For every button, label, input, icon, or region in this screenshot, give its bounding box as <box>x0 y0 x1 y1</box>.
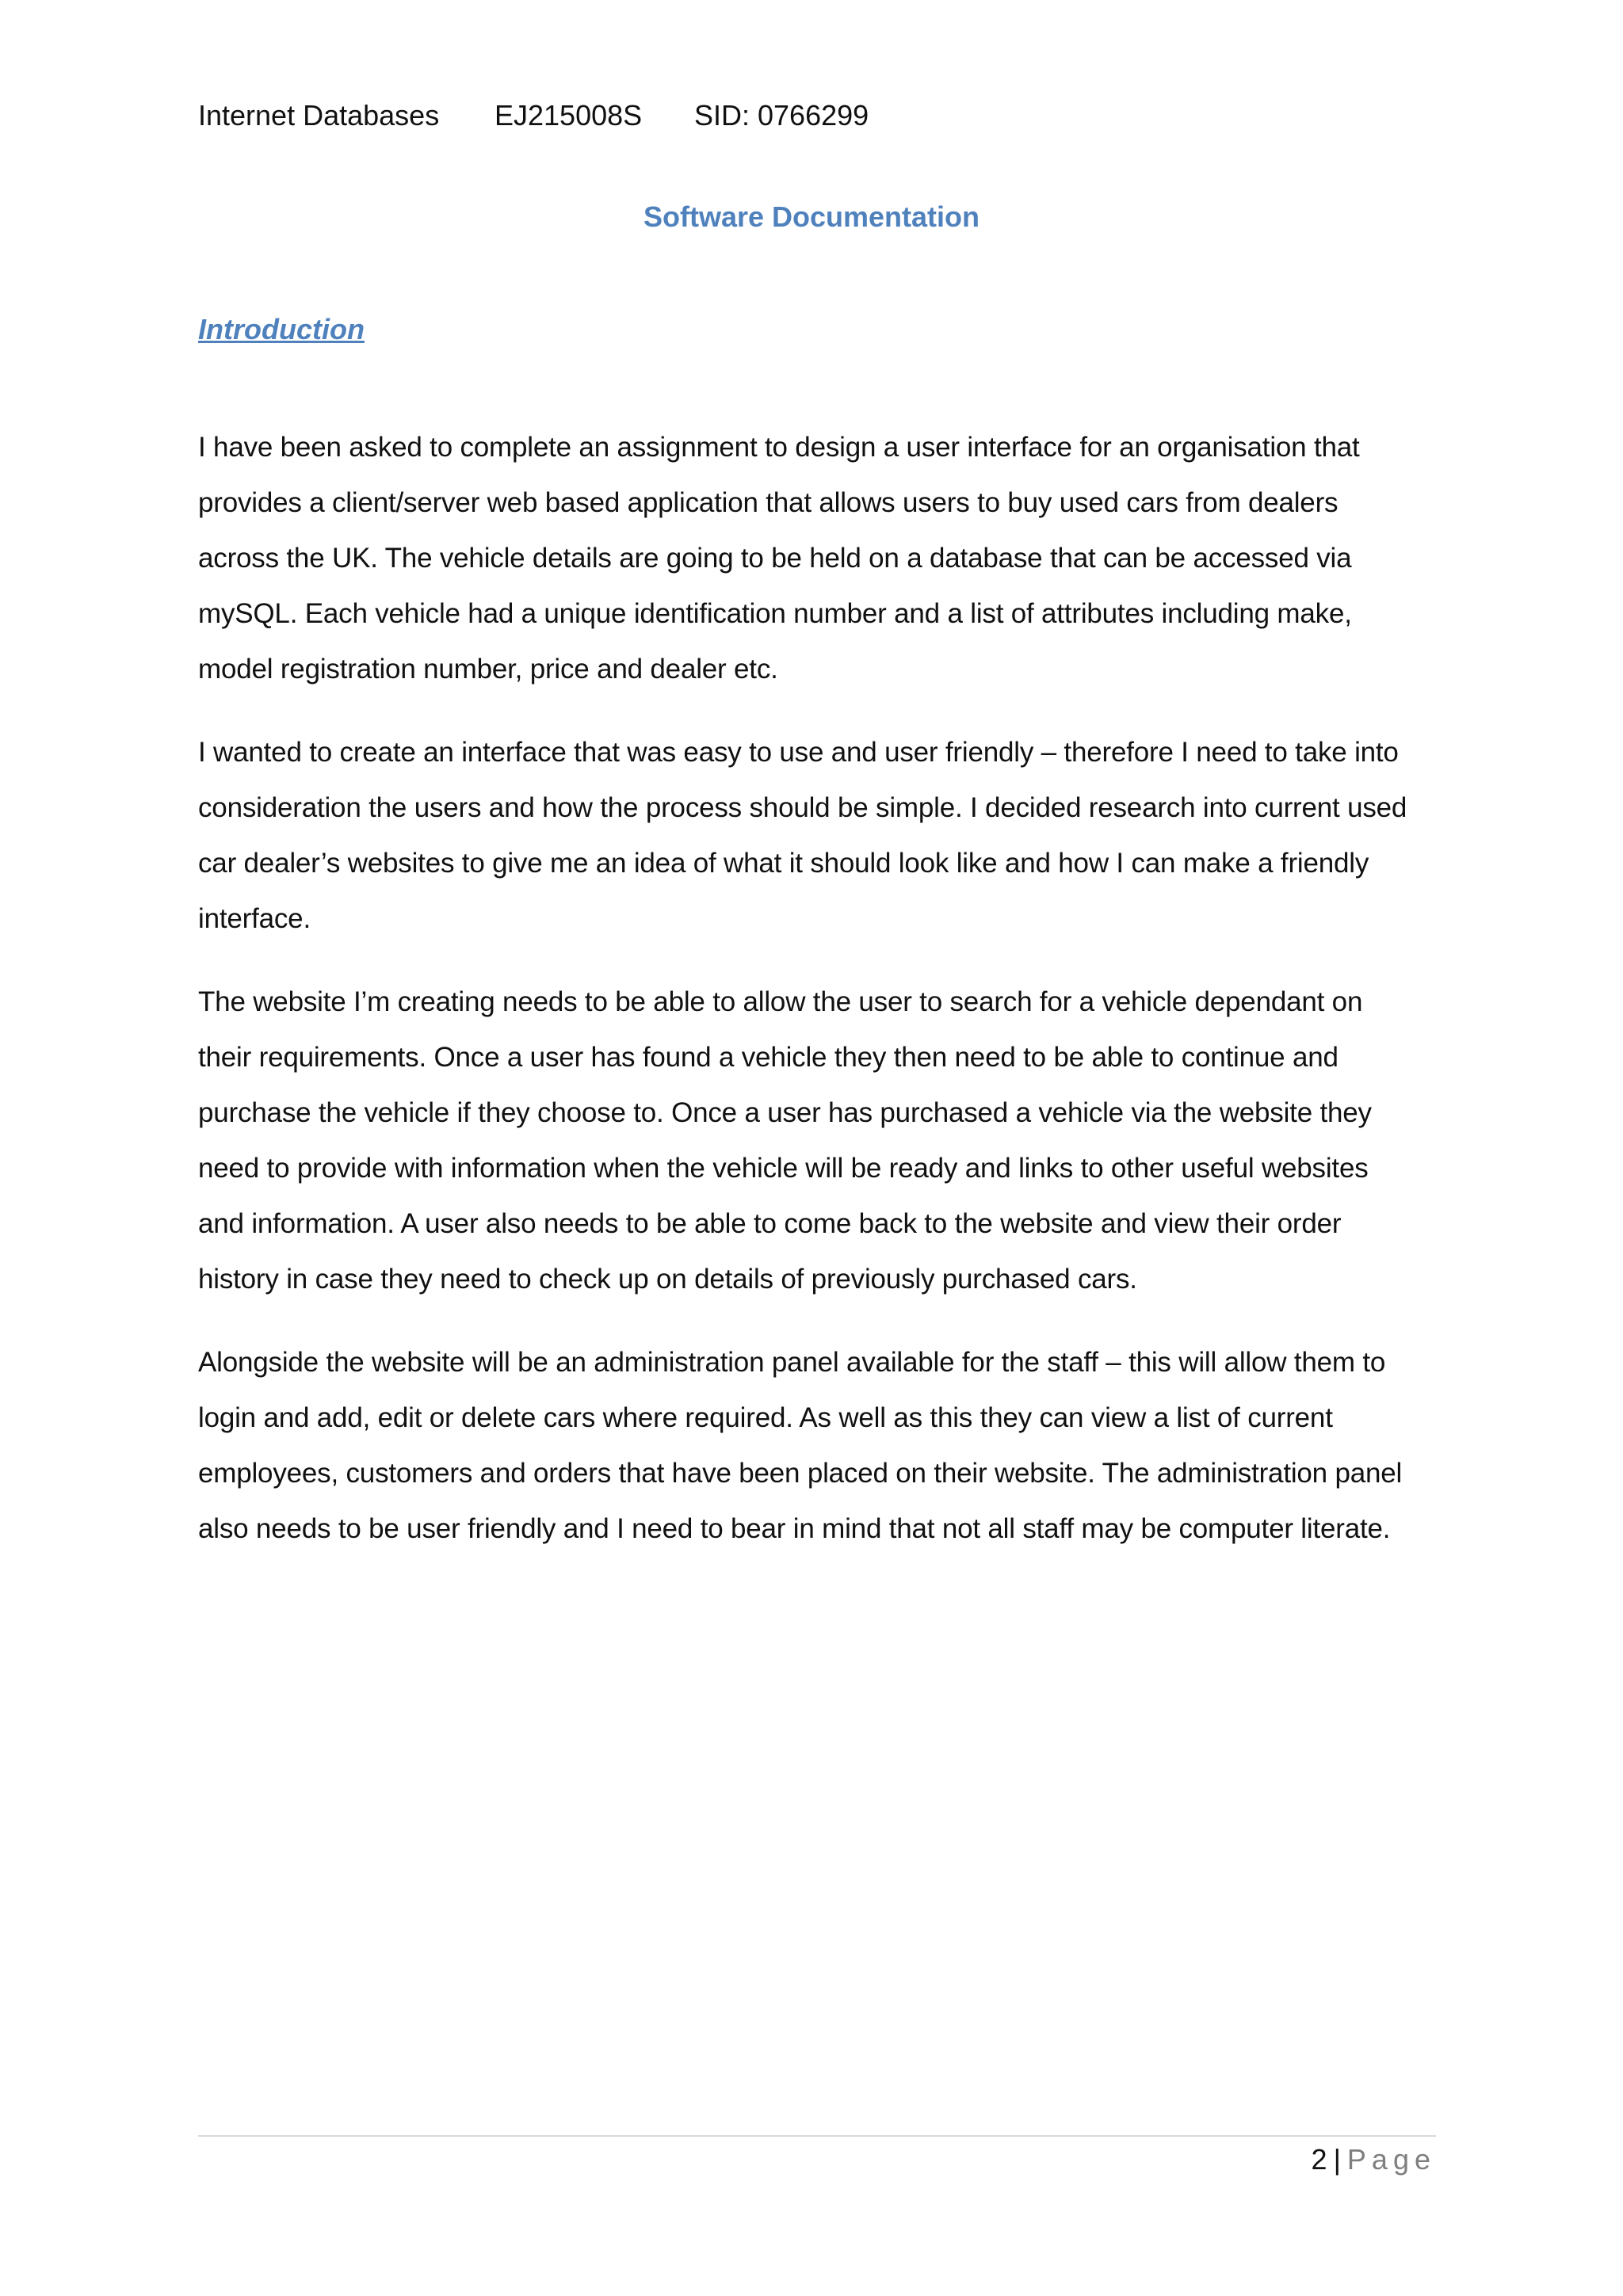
text-line: provides a client/server web based application that allows users to buy used cars from dealers <box>198 487 1338 518</box>
body-text <box>198 420 1450 1585</box>
header-course: Internet Databases <box>198 99 440 132</box>
section-heading-introduction: Introduction <box>198 313 365 345</box>
text-line: I wanted to create an interface that was easy to use and user friendly – therefore I need to take into <box>198 737 1399 768</box>
text-line: need to provide with information when the vehicle will be ready and links to other useful websites <box>198 1153 1369 1184</box>
text-line: interface. <box>198 903 311 934</box>
text-line: employees, customers and orders that have been placed on their website. The administration panel <box>198 1458 1403 1489</box>
header-code: EJ215008S <box>495 99 643 132</box>
page-header <box>198 95 869 136</box>
document-title: Software Documentation <box>643 200 980 233</box>
text-line: The website I’m creating needs to be able to allow the user to search for a vehicle dependant on <box>198 986 1363 1017</box>
text-line: mySQL. Each vehicle had a unique identification number and a list of attributes including make, <box>198 598 1352 629</box>
page-number: 2 <box>1311 2143 1327 2176</box>
page-footer <box>1312 2139 1436 2180</box>
text-line: across the UK. The vehicle details are going to be held on a database that can be accessed via <box>198 543 1352 574</box>
text-line: also needs to be user friendly and I need to bear in mind that not all staff may be computer literate. <box>198 1513 1391 1544</box>
text-line: model registration number, price and dealer etc. <box>198 654 778 685</box>
text-line: login and add, edit or delete cars where required. As well as this they can view a list of current <box>198 1402 1333 1433</box>
paragraph <box>198 1335 1450 1557</box>
page-label: Page <box>1346 2143 1436 2176</box>
header-sid: SID: 0766299 <box>694 99 869 132</box>
text-line: their requirements. Once a user has found a vehicle they then need to be able to continue and <box>198 1042 1338 1073</box>
footer-divider <box>198 2135 1436 2137</box>
paragraph <box>198 420 1450 697</box>
text-line: consideration the users and how the process should be simple. I decided research into current used <box>198 792 1407 823</box>
text-line: and information. A user also needs to be able to come back to the website and view their order <box>198 1208 1342 1239</box>
text-line: car dealer’s websites to give me an idea of what it should look like and how I can make a friendly <box>198 848 1369 879</box>
text-line: Alongside the website will be an administration panel available for the staff – this will allow them to <box>198 1347 1386 1378</box>
text-line: history in case they need to check up on details of previously purchased cars. <box>198 1264 1137 1295</box>
paragraph <box>198 725 1450 947</box>
text-line: purchase the vehicle if they choose to. Once a user has purchased a vehicle via the website they <box>198 1097 1372 1128</box>
text-line: I have been asked to complete an assignment to design a user interface for an organisation that <box>198 432 1360 463</box>
footer-separator: | <box>1333 2143 1341 2176</box>
paragraph <box>198 974 1450 1307</box>
